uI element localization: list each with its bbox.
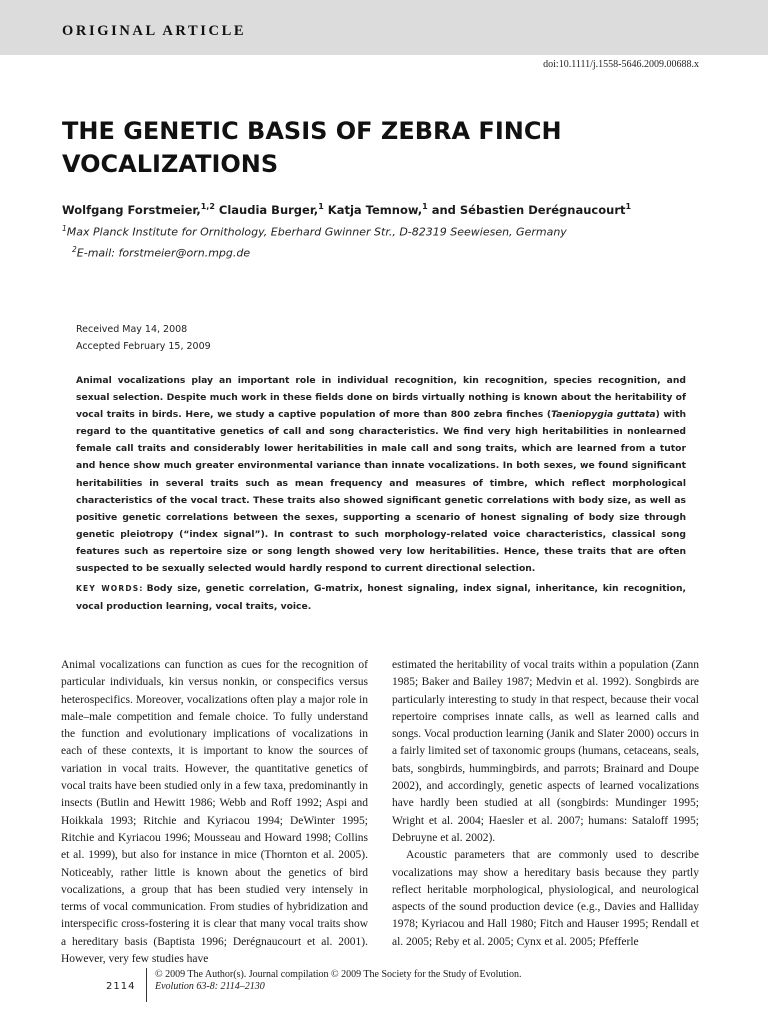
keywords-text: Body size, genetic correlation, G-matrix, honest signaling, index signal, inheritance, kin recognition, vocal production learning, vocal traits, voice. xyxy=(76,583,686,612)
received-date: Received May 14, 2008 xyxy=(76,324,188,335)
abstract-species-name: Taeniopygia guttata xyxy=(551,409,656,421)
affiliation-line xyxy=(62,224,567,239)
author-name: Wolfgang Forstmeier, xyxy=(62,202,201,217)
accepted-date: Accepted February 15, 2009 xyxy=(76,341,211,352)
email-text: E-mail: forstmeier@orn.mpg.de xyxy=(76,246,251,260)
keywords-label: KEY WORDS: xyxy=(76,584,144,593)
affiliation-text: Max Planck Institute for Ornithology, Eberhard Gwinner Str., D-82319 Seewiesen, Germany xyxy=(66,225,567,239)
abstract xyxy=(76,372,686,577)
article-title: THE GENETIC BASIS OF ZEBRA FINCH VOCALIZATIONS xyxy=(62,117,562,178)
doi-text: doi:10.1111/j.1558-5646.2009.00688.x xyxy=(543,59,699,70)
body-column-left xyxy=(61,657,368,968)
journal-citation: Evolution 63-8: 2114–2130 xyxy=(155,981,265,992)
email-marker: 2 xyxy=(72,245,77,254)
author-name: and Sébastien Derégnaucourt xyxy=(431,202,626,217)
author-list xyxy=(62,202,631,217)
author-affiliation-marker: 1 xyxy=(625,202,632,211)
abstract-text-1: Animal vocalizations play an important role in individual recognition, kin recognition, species recognition, and sexual selection. Despite much work in these fields done on birds virtually nothing is known about the heritability of vocal traits in birds. Here, we study a captive population of more than 800 zebra finches ( xyxy=(76,375,686,421)
body-paragraph: estimated the heritability of vocal traits within a population (Zann 1985; Baker and Bailey 1987; Medvin et al. 1992). Songbirds are particularly interesting to study in that respect, because their vocal repertoire comprises innate calls, as well as learned calls and songs. Vocal production learning (Janik and Slater 2000) occurs in a fairly limited set of taxonomic groups (humans, cetaceans, seals, bats, songbirds, hummingbirds, and parrots; Brainard and Doupe 2002), and accordingly, genetic aspects of learned vocalizations have hardly been studied at all (songbirds: Mundinger 1995; Wright et al. 2004; Haesler et al. 2007; humans: Sataloff 1995; Debruyne et al. 2002). xyxy=(392,659,699,844)
body-column-right xyxy=(392,657,699,951)
footer-divider xyxy=(146,968,147,1002)
body-paragraph: Animal vocalizations can function as cues for the recognition of particular individuals, kin versus nonkin, or conspecifics versus heterospecifics. Moreover, vocalizations often play a major role in male–male competition and female choice. To fully understand the function and evolutionary implications of vocalizations in each of these contexts, it is important to know the sources of variation in vocal traits. However, the quantitative genetics of vocal traits have been studied only in a few taxa, predominantly in insects (Butlin and Hewitt 1986; Webb and Roff 1992; Aspi and Hoikkala 1993; Ritchie and Kyriacou 1994; DeWinter 1995; Ritchie and Kyriacou 1996; Mousseau and Howard 1998; Collins et al. 1999), but also for instance in mice (Thornton et al. 2005). Noticeably, rather little is known about the genetics of bird vocalizations, a group that has been studied very intensely in terms of vocal communication. From studies of hybridization and interspecific cross-fostering it is clear that many vocal traits show a hereditary basis (Baptista 1996; Derégnaucourt et al. 2001). However, very few studies have xyxy=(61,659,368,966)
submission-dates xyxy=(76,321,211,355)
email-line xyxy=(72,245,250,260)
article-type-label: ORIGINAL ARTICLE xyxy=(62,23,247,39)
copyright-notice: © 2009 The Author(s). Journal compilation © 2009 The Society for the Study of Evolution. xyxy=(155,969,522,980)
author-name: Claudia Burger, xyxy=(218,202,319,217)
body-paragraph: Acoustic parameters that are commonly used to describe vocalizations may show a hereditary basis because they partly reflect heritable morphological, physiological, and neurological aspects of the sound production device (e.g., Davies and Halliday 1978; Kyriacou and Hall 1980; Fitch and Hauser 1995; Rendall et al. 2005; Reby et al. 2005; Cynx et al. 2005; Pfefferle xyxy=(392,849,699,948)
author-affiliation-marker: 1 xyxy=(318,202,324,211)
header-banner xyxy=(0,0,768,55)
author-affiliation-marker: 1 xyxy=(422,202,428,211)
affiliation-marker: 1 xyxy=(62,224,67,233)
abstract-text-2: ) with regard to the quantitative genetics of call and song characteristics. We find very high heritabilities in nonlearned female call traits and considerably lower heritabilities in male call and song traits, which are learned from a tutor and hence show much greater environmental variance than innate vocalizations. In both sexes, we found significant heritabilities in several traits such as mean frequency and measures of timbre, which reflect morphological characteristics of the vocal tract. These traits also showed significant genetic correlations with body size, as well as positive genetic correlations between the sexes, supporting a scenario of honest signaling of body size through genetic pleiotropy (“index signal”). In contrast to such morphology-related voice characteristics, classical song features such as repertoire size or song length showed very low heritabilities. Hence, these traits that are often suspected to be sexually selected would hardly respond to current directional selection. xyxy=(76,409,686,575)
author-name: Katja Temnow, xyxy=(327,202,423,217)
keywords-section xyxy=(76,580,686,615)
page-number: 2114 xyxy=(106,981,136,992)
author-affiliation-marker: 1,2 xyxy=(200,202,215,211)
